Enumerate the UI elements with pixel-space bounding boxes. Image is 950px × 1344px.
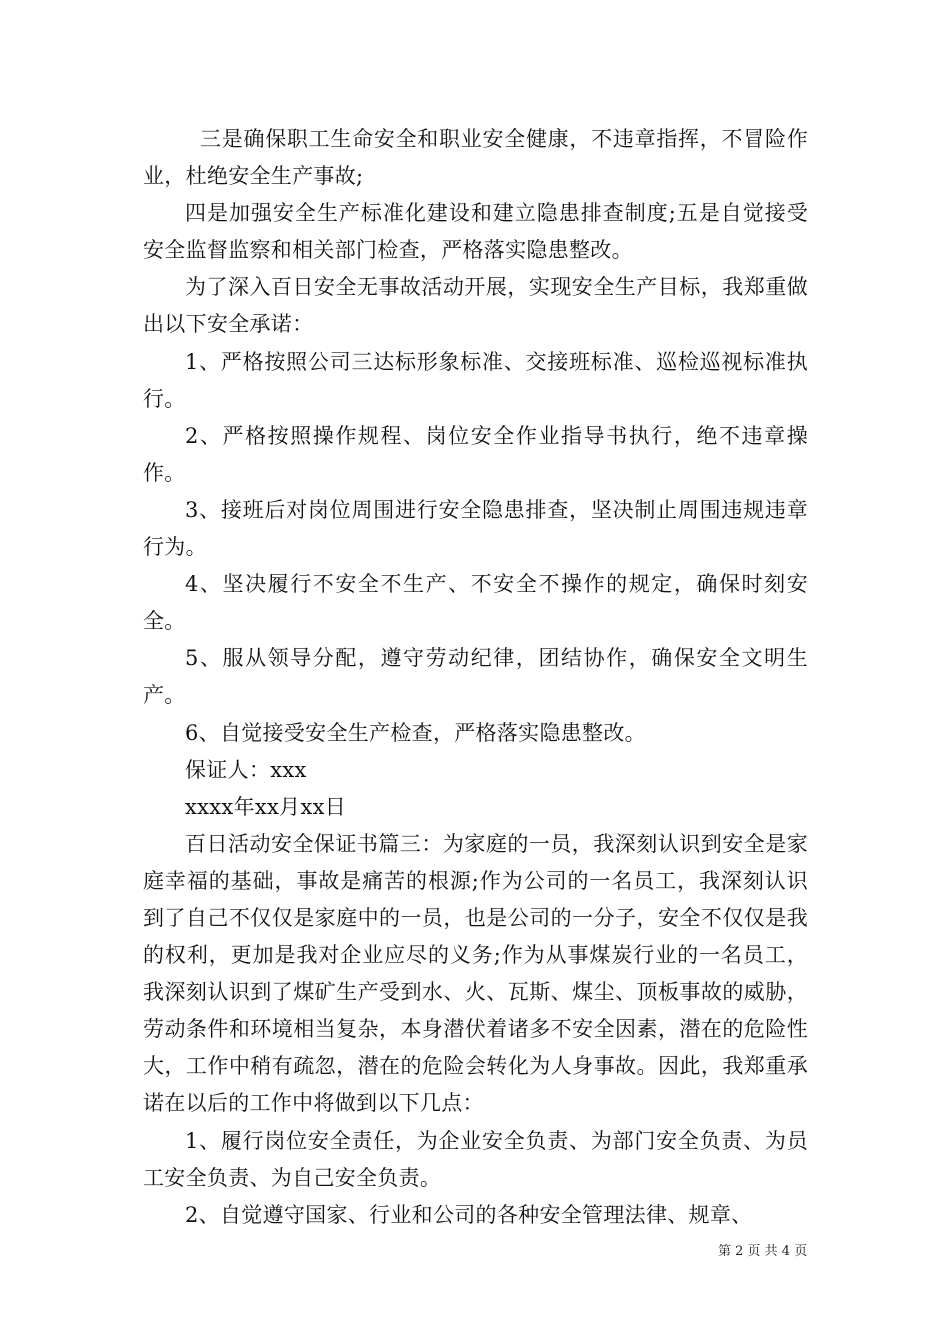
page-number: 第 2 页 共 4 页 (718, 1244, 808, 1259)
paragraph: 四是加强安全生产标准化建设和建立隐患排查制度;五是自觉接受安全监督监察和相关部门检查，严格落实隐患整改。 (143, 201, 808, 263)
list-item: 6、自觉接受安全生产检查，严格落实隐患整改。 (185, 720, 646, 745)
list-item: 2、自觉遵守国家、行业和公司的各种安全管理法律、规章、 (185, 1202, 753, 1227)
list-item: 5、服从领导分配，遵守劳动纪律，团结协作，确保安全文明生产。 (143, 646, 808, 708)
list-item: 3、接班后对岗位周围进行安全隐患排查，坚决制止周围违规违章行为。 (143, 497, 808, 560)
list-item: 1、履行岗位安全责任，为企业安全负责、为部门安全负责、为员工安全负责、为自己安全负责。 (143, 1128, 808, 1190)
list-item: 2、严格按照操作规程、岗位安全作业指导书执行，绝不违章操作。 (143, 423, 808, 485)
guarantor-line: 保证人：xxx (185, 757, 307, 782)
paragraph: 为了深入百日安全无事故活动开展，实现安全生产目标，我郑重做出以下安全承诺： (143, 275, 808, 337)
date-line: xxxx年xx月xx日 (185, 794, 347, 819)
paragraph: 百日活动安全保证书篇三：为家庭的一员，我深刻认识到安全是家庭幸福的基础，事故是痛苦的根源;作为公司的一名员工，我深刻认识到了自己不仅仅是家庭中的一员，也是公司的一分子，安全不仅仅是我的权利，更加是我对企业应尽的义务;作为从事煤炭行业的一名员工，我深刻认识到了煤矿生产受到水、火、瓦斯、煤尘、顶板事故的威胁，劳动条件和环境相当复杂，本身潜伏着诸多不安全因素，潜在的危险性大，工作中稍有疏忽，潜在的危险会转化为人身事故。因此，我郑重承诺在以后的工作中将做到以下几点： (143, 831, 808, 1116)
document-body (143, 121, 808, 1234)
paragraph: 三是确保职工生命安全和职业安全健康，不违章指挥，不冒险作业，杜绝安全生产事故; (143, 127, 808, 189)
list-item: 4、坚决履行不安全不生产、不安全不操作的规定，确保时刻安全。 (143, 572, 808, 634)
list-item: 1、严格按照公司三达标形象标准、交接班标准、巡检巡视标准执行。 (143, 349, 808, 411)
